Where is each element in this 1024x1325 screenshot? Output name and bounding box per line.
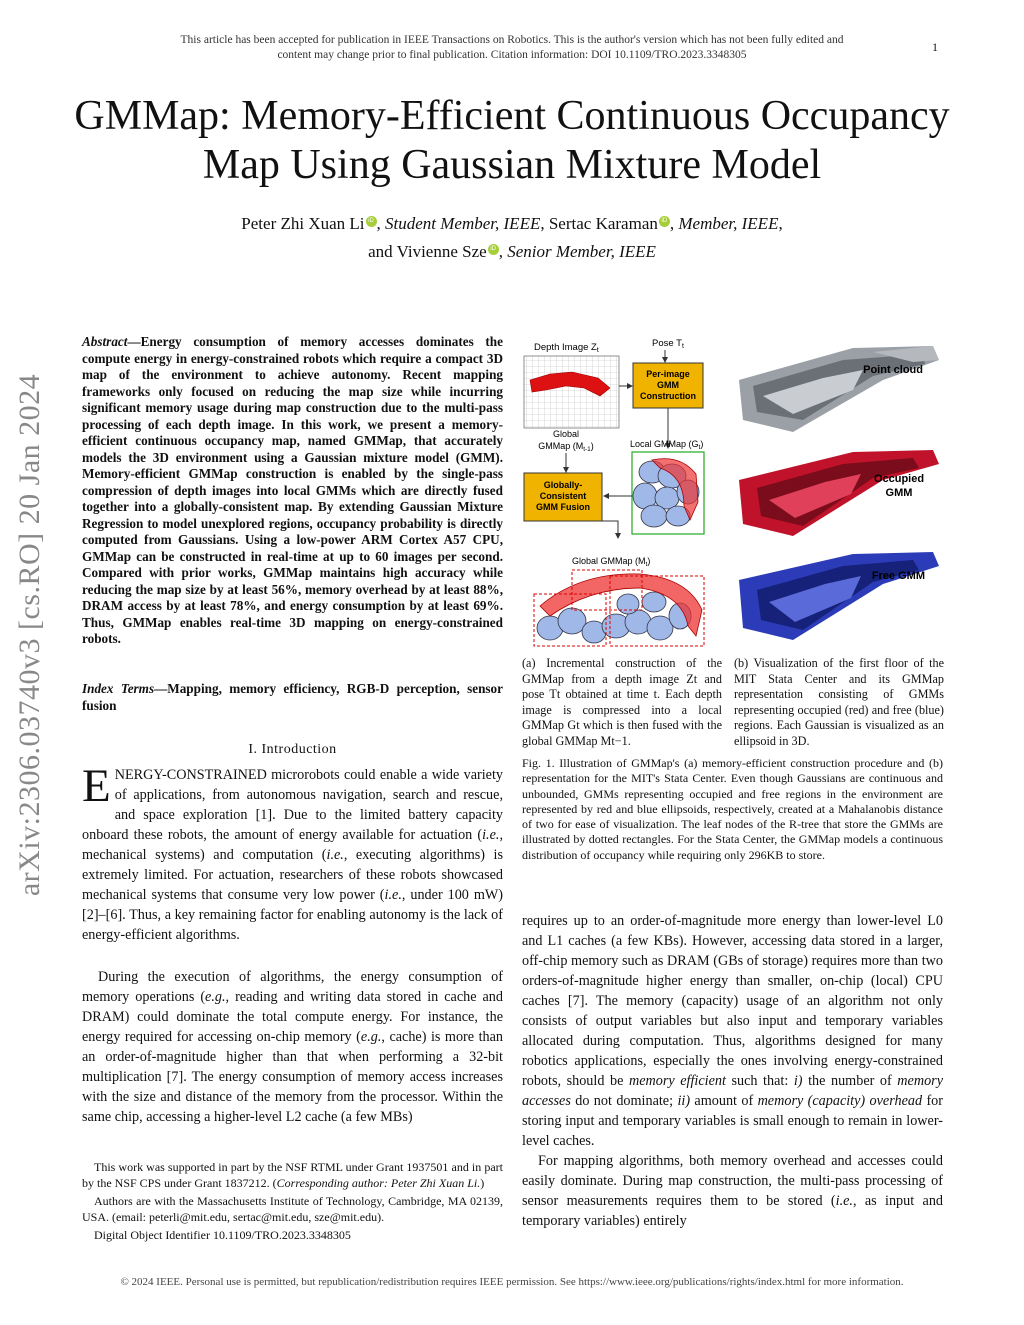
header-note-line2: content may change prior to final publication. Citation information: DOI 10.1109/TRO.2023.3348305	[277, 49, 747, 61]
author-name: Vivienne Sze	[396, 242, 487, 261]
orcid-icon[interactable]: iD	[659, 216, 670, 227]
paragraph: For mapping algorithms, both memory overhead and accesses could easily dominate. During map construction, the multi-pass processing of sensor measurements requires them to be stored (i.e., as input and temporary variables) entirely	[522, 1153, 944, 1229]
index-terms-text: —Mapping, memory efficiency, RGB-D perception, sensor fusion	[82, 681, 503, 713]
box-label: Construction	[640, 391, 696, 401]
viz-label-occupied: Occupied	[873, 473, 925, 485]
author-conjunction: and	[368, 242, 393, 261]
figure-caption: Fig. 1. Illustration of GMMap's (a) memory-efficient construction procedure and (b) representation for the MIT's Stata Center. Even though Gaussians are continuous and unbounded, GMMs representing occupied and free regions in the environment are represented by red and blue ellipsoids, respectively, created at a Mahalanobis distance of two for ease of visualization. The leaf nodes of the R-tree that store the GMMs are illustrated by dotted rectangles. For the Stata Center, the GMMap models a continuous distribution of occupancy while requiring only 296KB to store.	[522, 756, 943, 862]
depth-image-label: Depth Image $Z_t$	[534, 342, 599, 354]
global-gmmap-label: Global	[552, 429, 580, 439]
subcaption-a: (a) Incremental construction of the GMMap from a depth image Zt and pose Tt obtained at time t. Each depth image is compressed into a local GMMap Gt which is then fused with the global GMMap Mt−1.	[522, 656, 722, 748]
box-label: Consistent	[539, 491, 587, 501]
box-label: Per-image	[646, 369, 690, 379]
section-heading: I. Introduction	[248, 742, 337, 757]
index-terms-label: Index Terms	[82, 681, 155, 696]
page-number: 1	[932, 40, 938, 54]
title-line2: Map Using Gaussian Mixture Model	[202, 142, 822, 188]
viz-label-free: Free GMM	[871, 570, 925, 582]
point-cloud-render	[739, 346, 939, 432]
abstract	[82, 334, 503, 648]
lead-word: NERGY-CONSTRAINED	[114, 767, 267, 783]
orcid-icon[interactable]: iD	[366, 216, 377, 227]
abstract-text: —Energy consumption of memory accesses dominates the compute energy in energy-constrained robots which require a compact 3D map of the environment to achieve autonomy. Recent mapping frameworks only focused on reducing the map size while incurring significant memory usage during map construction due to the multi-pass processing of each depth image. In this work, we present a memory-efficient continuous occupancy map, named GMMap, that accurately models the 3D environment using a Gaussian mixture model (GMM). Memory-efficient GMMap construction is enabled by the single-pass compression of depth images into local GMMs which are directly fused together into a globally-consistent map. By extending Gaussian Mixture Regression to model unexplored regions, occupancy probability is directly computed from Gaussians. Using a low-power ARM Cortex A57 CPU, GMMap can be constructed in real-time at up to 60 images per second. Compared with prior works, GMMap maintains high accuracy while reducing the map size by at least 56%, memory overhead by at least 88%, DRAM access by at least 78%, and energy consumption by at least 69%. Thus, GMMap enables real-time 3D mapping on energy-constrained robots.	[82, 334, 503, 646]
intro-paragraph-1: ENERGY-CONSTRAINED microrobots could enable a wide variety of applications, from autonomous navigation, search and rescue, and space exploration [1]. Due to the limited battery capacity onboard these robots, the amount of energy available for actuation (i.e., mechanical systems) and computation (i.e., executing algorithms) is extremely limited. For actuation, researchers of these robots showcased mechanical systems that consume very low power (i.e., under 100 mW) [2]–[6]. Thus, a key remaining factor for enabling autonomy is the lack of energy-efficient algorithms.	[82, 760, 503, 943]
header-note	[120, 33, 904, 63]
index-terms	[82, 681, 503, 714]
drop-cap: E	[82, 760, 111, 812]
arrow	[602, 521, 618, 538]
free-gmm-render	[739, 552, 939, 640]
author-role: Student Member, IEEE	[385, 214, 541, 233]
author-role: Member, IEEE	[678, 214, 779, 233]
box-label: GMM Fusion	[536, 502, 590, 512]
author-role: Senior Member, IEEE	[507, 242, 656, 261]
box-label: Globally-	[543, 480, 583, 490]
abstract-label: Abstract	[82, 334, 128, 349]
local-gmmap-label: Local GMMap $(G_t)$	[630, 439, 704, 451]
right-column-text	[522, 911, 943, 1231]
figure-1a-diagram	[520, 336, 725, 654]
global-gmmap-label: GMMap $(M_{t-1})$	[538, 441, 594, 453]
paragraph: requires up to an order-of-magnitude more energy than lower-level L0 and L1 caches (a few KBs). However, accessing data stored in a larger, off-chip memory such as DRAM (GBs of storage) requires more than two orders-of-magnitude higher energy than smaller, on-chip (local) CPU caches [7]. The memory (capacity) usage of an algorithm not only consists of output variables but also input and temporary variables allocated during computation. Thus, algorithms designed for many robotics applications, especially the ones involving energy-constrained robots, should be memory efficient such that: i) the number of memory accesses do not dominate; ii) amount of memory (capacity) overhead for storing input and temporary variables is small enough to remain in lower-level caches.	[522, 913, 943, 1149]
affiliation-note: Authors are with the Massachusetts Institute of Technology, Cambridge, MA 02139, USA. (email: peterli@mit.edu, sertac@mit.edu, sze@mit.edu).	[82, 1194, 503, 1224]
copyright-footer: © 2024 IEEE. Personal use is permitted, but republication/redistribution requires IEEE permission. See https://www.ieee.org/publications/rights/index.html for more information.	[120, 1276, 904, 1288]
viz-label-occupied: GMM	[885, 487, 913, 499]
intro-paragraph-2: During the execution of algorithms, the energy consumption of memory operations (e.g., reading and writing data stored in cache and DRAM) could dominate the total compute energy. For instance, the energy required for accessing on-chip memory (e.g., cache) is more than an order-of-magnitude higher than that when performing a 32-bit multiplication [7]. The energy consumption of memory access increases with the size and distance of the memory from the processor. Within the same chip, accessing a higher-level L2 cache (a few MBs)	[82, 969, 504, 1125]
author-name: Peter Zhi Xuan Li	[241, 214, 365, 233]
author-name: Sertac Karaman	[548, 214, 658, 233]
title-line1: GMMap: Memory-Efficient Continuous Occupancy	[74, 93, 950, 139]
footnotes	[82, 1160, 503, 1247]
arxiv-stamp[interactable]	[0, 335, 60, 935]
author-list: Peter Zhi Xuan Li iD , Student Member, IEEE, Sertac Karaman iD , Member, IEEE, and Vivienne Sze iD , Senior Member, IEEE	[241, 214, 783, 261]
global-gmmap-output-label: Global GMMap $(M_t)$	[572, 556, 651, 568]
box-label: GMM	[657, 380, 679, 390]
doi-note: Digital Object Identifier 10.1109/TRO.2023.3348305	[94, 1228, 351, 1242]
figure-1b-visualization	[733, 340, 945, 652]
orcid-icon[interactable]: iD	[488, 244, 499, 255]
pose-label: Pose $T_t$	[652, 338, 684, 350]
arxiv-id[interactable]: arXiv:2306.03740v3 [cs.RO] 20 Jan 2024	[13, 373, 46, 897]
funding-note: This work was supported in part by the NSF RTML under Grant 1937501 and in part by the NSF CPS under Grant 1837212. (Corresponding author: Peter Zhi Xuan Li.)	[82, 1160, 503, 1190]
viz-label-point-cloud: Point cloud	[863, 364, 923, 376]
header-note-line1: This article has been accepted for publication in IEEE Transactions on Robotics. This is the author's version which has not been fully edited and	[180, 34, 844, 46]
paper-title	[60, 92, 964, 190]
subcaption-b: (b) Visualization of the first floor of the MIT Stata Center and its GMMap representation consisting of GMMs representing occupied (red) and free (blue) regions. Each Gaussian is visualized as an ellipsoid in 3D.	[734, 656, 944, 748]
